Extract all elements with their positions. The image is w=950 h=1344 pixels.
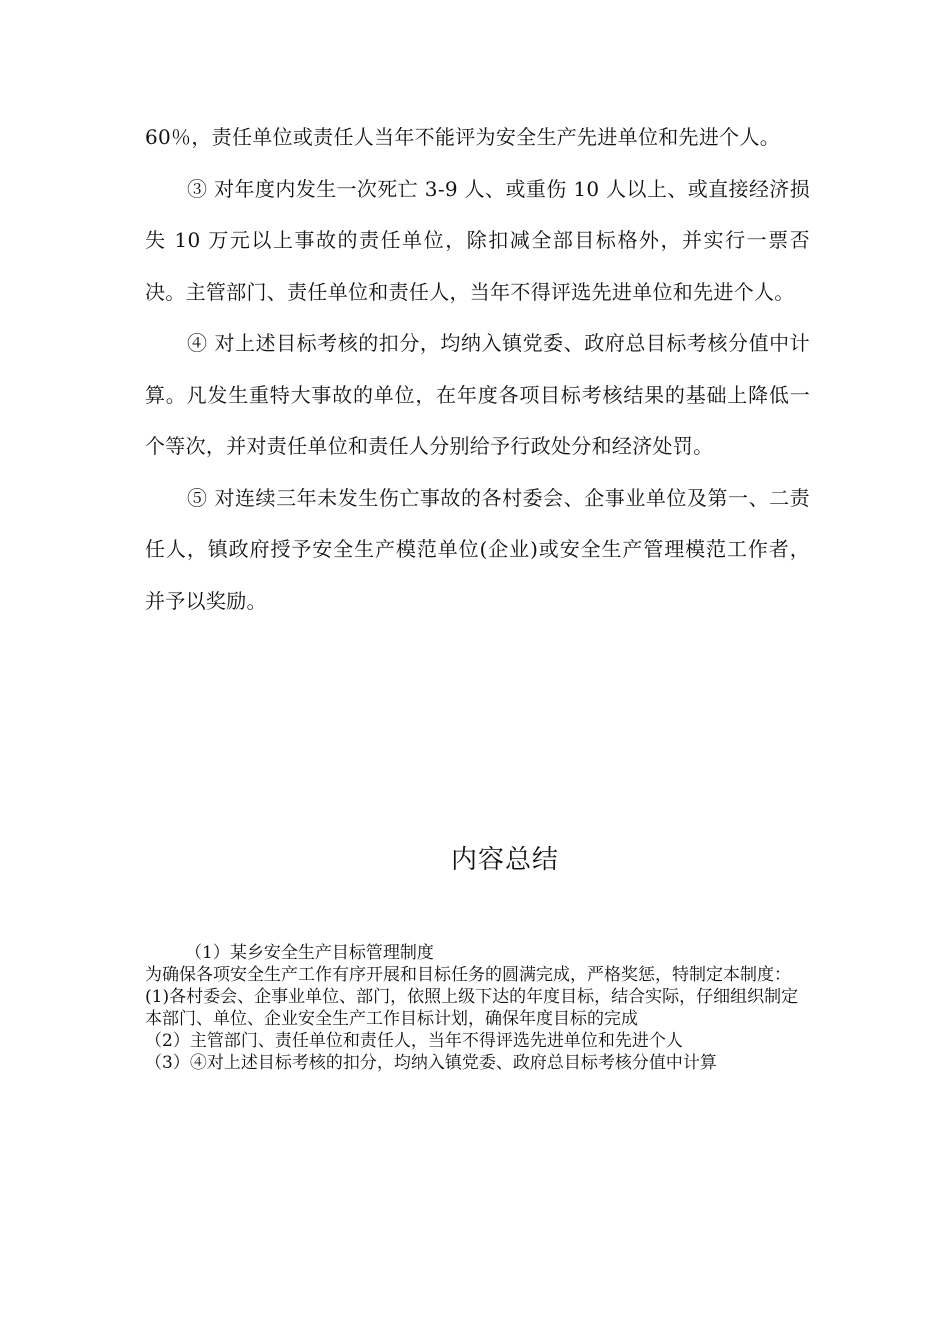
summary-line: 为确保各项安全生产工作有序开展和目标任务的圆满完成，严格奖惩，特制定本制度：: [145, 965, 791, 985]
paragraph-continuation: 60％，责任单位或责任人当年不能评为安全生产先进单位和先进个人。: [145, 125, 781, 149]
paragraph-item-4: ④ 对上述目标考核的扣分，均纳入镇党委、政府总目标考核分值中计算。凡发生重特大事故的单位，在年度各项目标考核结果的基础上降低一个等次，并对责任单位和责任人分别给予行政处分和经济处罚。: [145, 331, 810, 458]
summary-line: (1)各村委会、企事业单位、部门，依照上级下达的年度目标，结合实际，仔细组织制定本部门、单位、企业安全生产工作目标计划，确保年度目标的完成: [145, 987, 799, 1029]
summary-title: 内容总结: [450, 845, 559, 875]
body-text: [145, 112, 810, 627]
paragraph-item-5: ⑤ 对连续三年未发生伤亡事故的各村委会、企事业单位及第一、二责任人，镇政府授予安全生产模范单位(企业)或安全生产管理模范工作者，并予以奖励。: [145, 485, 810, 613]
summary-line: （3）④对上述目标考核的扣分，均纳入镇党委、政府总目标考核分值中计算: [145, 1053, 717, 1073]
summary-heading: （1）某乡安全生产目标管理制度: [185, 943, 434, 963]
summary-section: [145, 942, 810, 1074]
summary-line: （2）主管部门、责任单位和责任人，当年不得评选先进单位和先进个人: [145, 1031, 683, 1051]
paragraph-item-3: ③ 对年度内发生一次死亡 3-9 人、或重伤 10 人以上、或直接经济损失 10 万元以上事故的责任单位，除扣减全部目标格外，并实行一票否决。主管部门、责任单位和责任人，当年不得评选先进单位和先进个人。: [145, 176, 810, 304]
